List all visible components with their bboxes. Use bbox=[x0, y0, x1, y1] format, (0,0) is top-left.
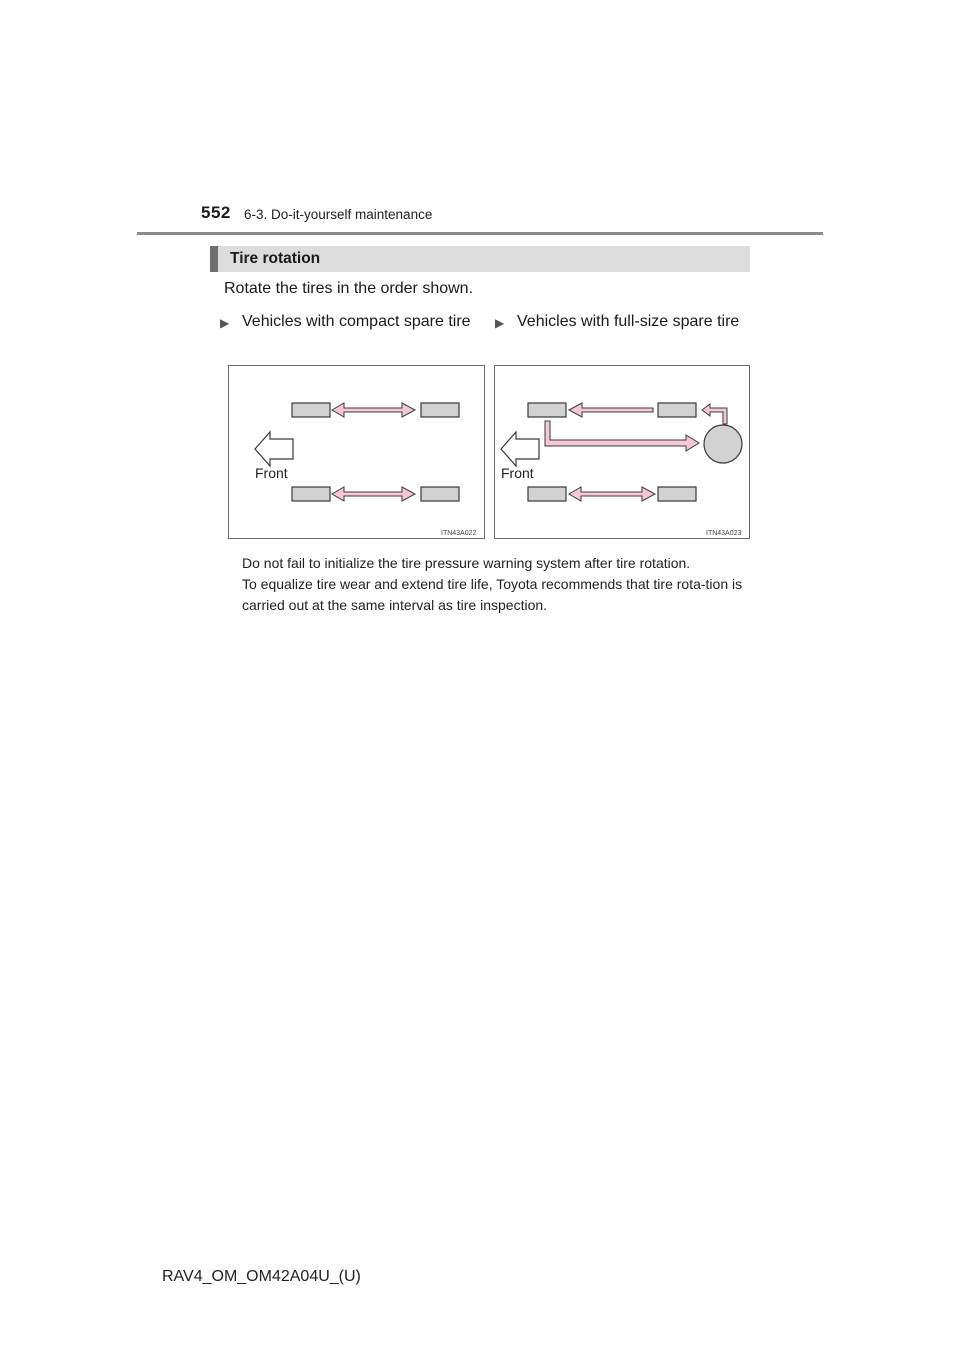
front-arrow-icon bbox=[501, 432, 539, 466]
tire-icon bbox=[528, 403, 566, 417]
tire-icon bbox=[658, 403, 696, 417]
variant-label: Vehicles with compact spare tire bbox=[242, 313, 471, 330]
footer-doc-code: RAV4_OM_OM42A04U_(U) bbox=[162, 1268, 361, 1285]
variant-compact-spare bbox=[220, 311, 474, 333]
front-label: Front bbox=[501, 465, 534, 481]
rotation-arrow-icon bbox=[569, 403, 653, 417]
tire-icon bbox=[658, 487, 696, 501]
notes bbox=[242, 553, 748, 616]
header-rule bbox=[137, 232, 823, 235]
tire-icon bbox=[292, 403, 330, 417]
page-number: 552 bbox=[201, 203, 231, 222]
tire-icon bbox=[421, 487, 459, 501]
front-label: Front bbox=[255, 465, 288, 481]
section-title: Tire rotation bbox=[230, 250, 321, 267]
rotation-arrow-icon bbox=[569, 487, 655, 501]
spare-tire-icon bbox=[704, 425, 742, 463]
figure-code: ITN43A022 bbox=[441, 530, 477, 537]
rotation-arrow-icon bbox=[332, 403, 415, 417]
front-arrow-icon bbox=[255, 432, 293, 466]
rotation-diagram-full-size bbox=[495, 366, 751, 540]
bullet-triangle-icon: ▶ bbox=[220, 316, 230, 330]
chapter-title: 6-3. Do-it-yourself maintenance bbox=[244, 207, 433, 222]
note-paragraph: Do not fail to initialize the tire pressure warning system after tire rotation. bbox=[242, 555, 691, 571]
figure-full-size-spare bbox=[494, 365, 750, 539]
variant-label: Vehicles with full-size spare tire bbox=[517, 313, 740, 330]
rotation-arrow-icon bbox=[332, 487, 415, 501]
bullet-triangle-icon: ▶ bbox=[495, 316, 505, 330]
intro-text: Rotate the tires in the order shown. bbox=[224, 280, 474, 297]
tire-icon bbox=[421, 403, 459, 417]
figure-code: ITN43A023 bbox=[706, 530, 742, 537]
rotation-diagram-compact bbox=[229, 366, 486, 540]
rotation-arrow-icon bbox=[545, 421, 699, 451]
note-paragraph: To equalize tire wear and extend tire life, Toyota recommends that tire rota-tion is carried out at the same interval as tire inspection. bbox=[242, 576, 743, 613]
variant-full-size-spare bbox=[495, 311, 749, 333]
section-heading-bar bbox=[210, 246, 750, 272]
figure-compact-spare bbox=[228, 365, 485, 539]
tire-icon bbox=[292, 487, 330, 501]
rotation-arrow-icon bbox=[702, 404, 727, 424]
tire-icon bbox=[528, 487, 566, 501]
